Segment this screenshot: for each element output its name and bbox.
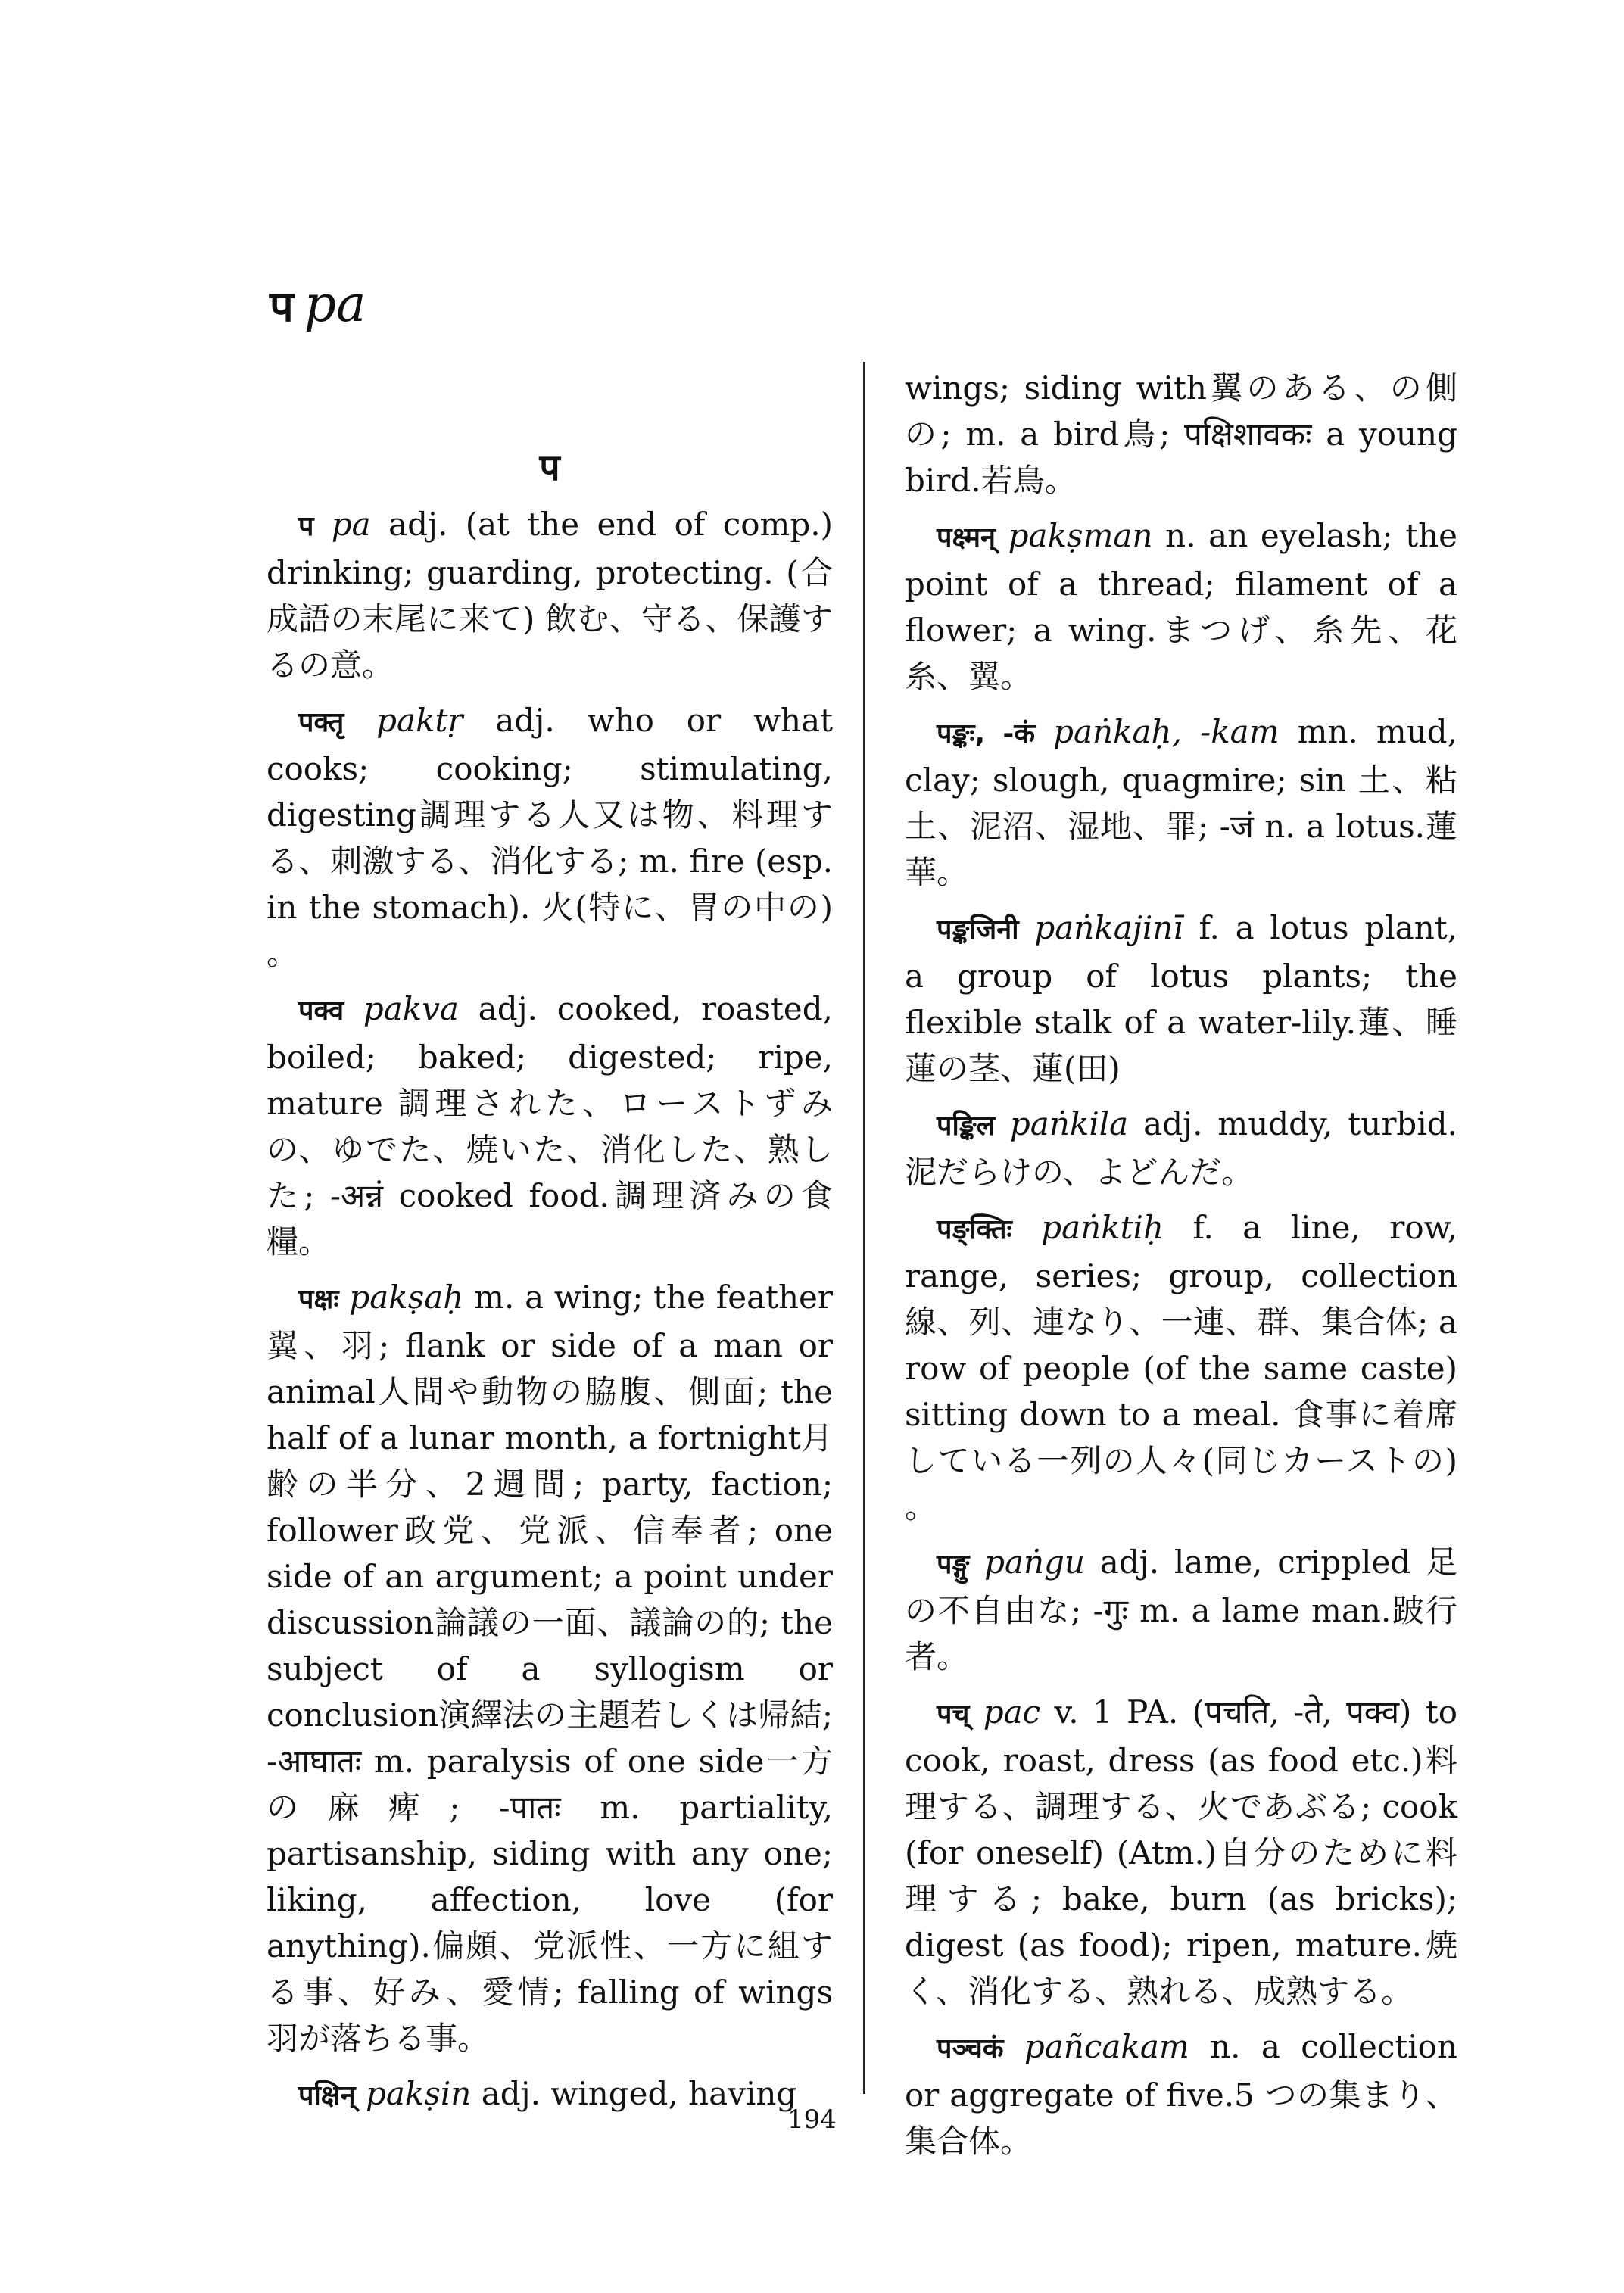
entry-definition: f. a line, row, range, series; group, collection 線、列、連なり、一連、群、集合体; a row of people (of the same caste) sitting down to a meal. 食事に着席している一列の人々(同じカーストの) 。 — [905, 1209, 1457, 1525]
dictionary-entry — [905, 2024, 1457, 2164]
entry-definition: v. 1 PA. (पचति, -ते, पक्व) to cook, roast, dress (as food etc.)料理する、調理する、火であぶる; cook (for oneself) (Atm.)自分のために料理する; bake, burn (as bricks); digest (as food); ripen, mature.焼く、消化する、熟れる、成熟する。 — [905, 1693, 1457, 2010]
entry-headword: पक्तृ — [298, 707, 344, 738]
entry-headword: पक्षः — [298, 1284, 339, 1315]
entry-transliteration: paṅkila — [1009, 1105, 1129, 1142]
dictionary-entry — [267, 697, 833, 977]
entry-transliteration: pakva — [363, 990, 459, 1027]
entry-transliteration: pakṣaḥ — [349, 1279, 464, 1316]
page-number: 194 — [787, 2105, 837, 2135]
dictionary-entry — [905, 1539, 1457, 1680]
entry-continuation: wings; siding with翼のある、の側の; m. a bird鳥; पक्षिशावकः a young bird.若鳥。 — [905, 369, 1457, 499]
dictionary-entry — [905, 709, 1457, 896]
entry-definition: adj. (at the end of comp.) drinking; guarding, protecting. (合成語の末尾に来て) 飲む、守る、保護するの意。 — [267, 506, 833, 684]
dictionary-entry — [905, 512, 1457, 699]
entry-transliteration: paṅkajinī — [1034, 909, 1183, 946]
entry-transliteration: pakṣman — [1008, 517, 1153, 554]
entry-headword: पक्ष्मन् — [937, 522, 996, 553]
entry-definition: adj. winged, having — [471, 2075, 797, 2112]
entry-headword: पक्व — [298, 995, 344, 1027]
entry-headword: प — [298, 511, 314, 542]
entry-headword: पच् — [937, 1699, 970, 1730]
entry-transliteration: pa — [331, 506, 371, 543]
entry-definition: adj. muddy, turbid. 泥だらけの、よどんだ。 — [905, 1105, 1457, 1191]
header-roman: pa — [304, 275, 366, 333]
entry-definition: f. a lotus plant, a group of lotus plants; the flexible stalk of a water-lily.蓮、睡蓮の茎、蓮(田) — [905, 909, 1457, 1087]
entry-headword: पङ्क्तिः — [937, 1214, 1012, 1245]
dictionary-entry — [267, 986, 833, 1265]
entry-definition: mn. mud, clay; slough, quagmire; sin 土、粘土、泥沼、湿地、罪; -जं n. a lotus.蓮華。 — [905, 713, 1457, 891]
dictionary-entry — [905, 905, 1457, 1092]
entry-headword: पङ्कः, -कं — [937, 718, 1036, 749]
entry-transliteration: paktṛ — [376, 702, 463, 739]
entry-headword: पङ्कजिनी — [937, 914, 1019, 946]
dictionary-entry — [905, 1689, 1457, 2014]
page-header — [270, 274, 366, 338]
entry-definition: m. a wing; the feather 翼、羽; flank or side of a man or animal人間や動物の脇腹、側面; the half of a lunar month, a fortnight月齢の半分、2週間; party, faction; follower政党、党派、信奉者; one side of an argument; a point under discussion論議の一面、議論の的; the subject of a syllogism or conclusion演繹法の主題若しくは帰結; -आघातः m. paralysis of one side一方の麻痺; -पातः m. partiality, partisanship, siding with any one; liking, affection, love (for anything).偏頗、党派性、一方に組する事、好み、愛情; falling of wings 羽が落ちる事。 — [267, 1279, 833, 2057]
entry-transliteration: pac — [983, 1693, 1041, 1731]
dictionary-entry — [905, 1204, 1457, 1530]
entry-headword: पञ्चकं — [937, 2033, 1004, 2064]
entry-transliteration: paṅkaḥ, -kam — [1053, 713, 1280, 750]
section-letter: प — [539, 447, 560, 489]
entry-definition: n. a collection or aggregate of five.5 つの集まり、集合体。 — [905, 2028, 1457, 2160]
entry-transliteration: paṅktiḥ — [1041, 1209, 1164, 1246]
right-column — [905, 365, 1457, 2173]
left-column — [267, 356, 833, 2128]
entry-headword: पङ्गु — [937, 1549, 970, 1580]
entry-definition: n. an eyelash; the point of a thread; filament of a flower; a wing.まつげ、糸先、花糸、翼。 — [905, 517, 1458, 695]
entry-transliteration: paṅgu — [984, 1544, 1085, 1581]
entry-headword: पक्षिन् — [298, 2080, 356, 2111]
entry-definition: adj. cooked, roasted, boiled; baked; digested; ripe, mature 調理された、ローストずみの、ゆでた、焼いた、消化した、熟した; -अन्नं cooked food.調理済みの食糧。 — [267, 990, 833, 1260]
dictionary-entry — [905, 1101, 1457, 1195]
column-divider — [863, 362, 865, 2094]
entry-transliteration: pakṣin — [365, 2075, 472, 2112]
entry-definition: adj. lame, crippled 足の不自由な; -गुः m. a lame man.跛行者。 — [905, 1544, 1457, 1675]
dictionary-entry — [267, 501, 833, 688]
entry-headword: पङ्किल — [937, 1111, 995, 1142]
dictionary-entry — [267, 1274, 833, 2061]
header-devanagari: प — [270, 282, 294, 332]
entry-definition: adj. who or what cooks; cooking; stimulating, digesting調理する人又は物、料理する、刺激する、消化する; m. fire (esp. in the stomach). 火(特に、胃の中の) 。 — [267, 702, 833, 972]
entry-transliteration: pañcakam — [1024, 2028, 1189, 2065]
